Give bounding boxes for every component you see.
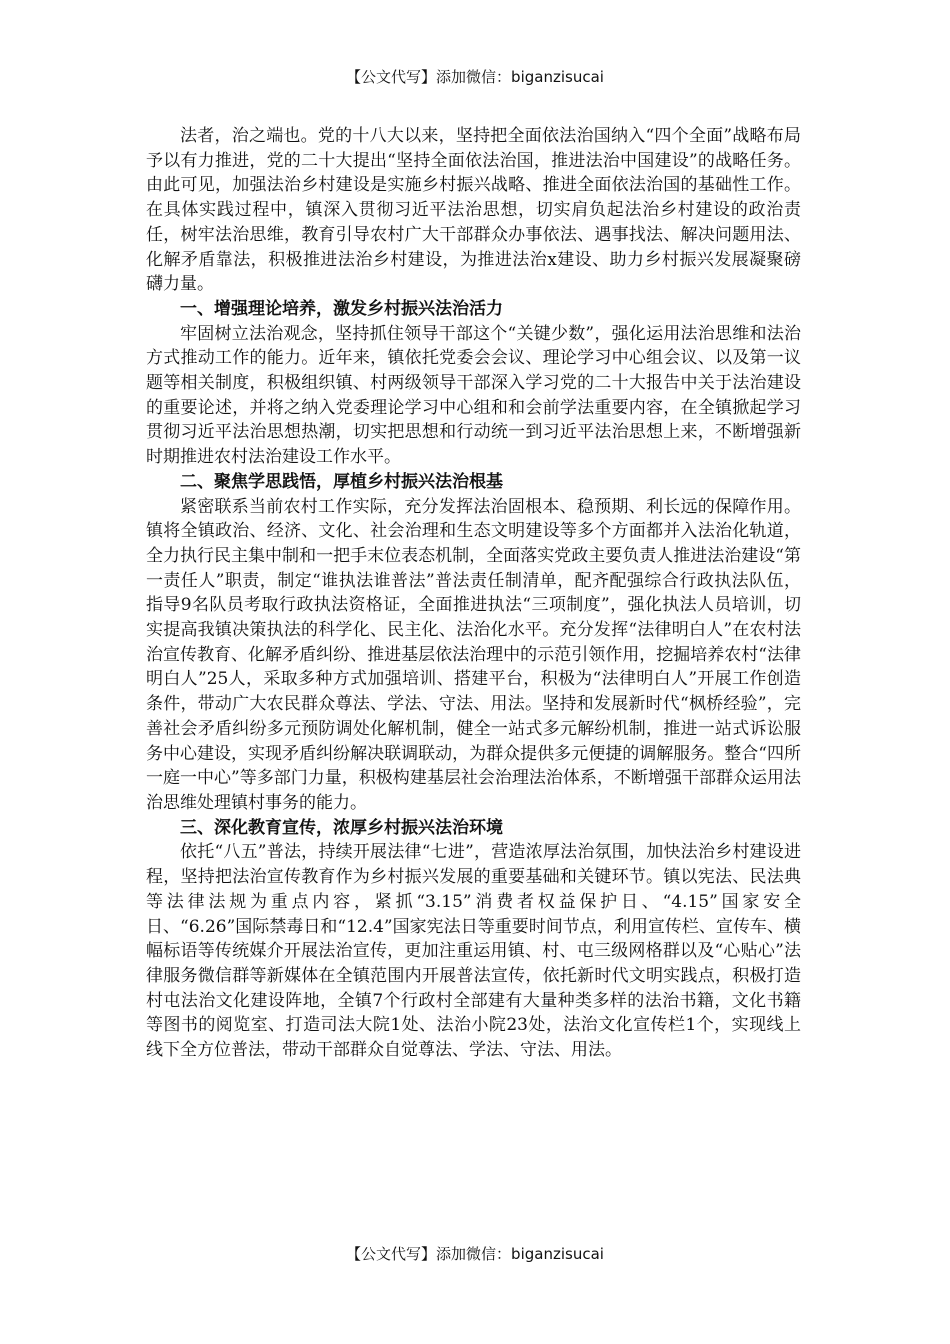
section-heading-1: 一、增强理论培养，激发乡村振兴法治活力 (180, 298, 503, 319)
document-body (146, 124, 801, 1063)
section-paragraph-1: 牢固树立法治观念，坚持抓住领导干部这个“关键少数”，强化运用法治思维和法治方式推动工作的能力。近年来，镇依托党委会会议、理论学习中心组会议、以及第一议题等相关制度，积极组织镇、村两级领导干部深入学习党的二十大报告中关于法治建设的重要论述，并将之纳入党委理论学习中心组和和会前学法重要内容，在全镇掀起学习贯彻习近平法治思想热潮，切实把思想和行动统一到习近平法治思想上来，不断增强新时期推进农村法治建设工作水平。 (146, 323, 801, 468)
section-paragraph-2: 紧密联系当前农村工作实际，充分发挥法治固根本、稳预期、利长远的保障作用。镇将全镇政治、经济、文化、社会治理和生态文明建设等多个方面都并入法治化轨道，全力执行民主集中制和一把手末位表态机制，全面落实党政主要负责人推进法治建设“第一责任人”职责，制定“谁执法谁普法”普法责任制清单，配齐配强综合行政执法队伍，指导9名队员考取行政执法资格证，全面推进执法“三项制度”，强化执法人员培训，切实提高我镇决策执法的科学化、民主化、法治化水平。充分发挥“法律明白人”在农村法治宣传教育、化解矛盾纠纷、推进基层依法治理中的示范引领作用，挖掘培养农村“法律明白人”25人，采取多种方式加强培训、搭建平台，积极为“法律明白人”开展工作创造条件，带动广大农民群众尊法、学法、守法、用法。坚持和发展新时代“枫桥经验”，完善社会矛盾纠纷多元预防调处化解机制，健全一站式多元解纷机制，推进一站式诉讼服务中心建设，实现矛盾纠纷解决联调联动，为群众提供多元便捷的调解服务。整合“四所一庭一中心”等多部门力量，积极构建基层社会治理法治体系，不断增强干部群众运用法治思维处理镇村事务的能力。 (146, 496, 801, 813)
page-footer: 【公文代写】添加微信：biganzisucai (346, 1245, 604, 1263)
page-header: 【公文代写】添加微信：biganzisucai (346, 68, 604, 86)
section-paragraph-3: 依托“八五”普法，持续开展法律“七进”，营造浓厚法治氛围，加快法治乡村建设进程，坚持把法治宣传教育作为乡村振兴发展的重要基础和关键环节。镇以宪法、民法典等法律法规为重点内容，紧抓“3.15”消费者权益保护日、“4.15”国家安全日、“6.26”国际禁毒日和“12.4”国家宪法日等重要时间节点，利用宣传栏、宣传车、横幅标语等传统媒介开展法治宣传，更加注重运用镇、村、屯三级网格群以及“心贴心”法律服务微信群等新媒体在全镇范围内开展普法宣传，依托新时代文明实践点，积极打造村屯法治文化建设阵地，全镇7个行政村全部建有大量种类多样的法治书籍，文化书籍等图书的阅览室、打造司法大院1处、法治小院23处，法治文化宣传栏1个，实现线上线下全方位普法，带动干部群众自觉尊法、学法、守法、用法。 (146, 842, 801, 1061)
section-heading-3: 三、深化教育宣传，浓厚乡村振兴法治环境 (180, 817, 503, 838)
intro-paragraph: 法者，治之端也。党的十八大以来，坚持把全面依法治国纳入“四个全面”战略布局予以有力推进，党的二十大提出“坚持全面依法治国，推进法治中国建设”的战略任务。由此可见，加强法治乡村建设是实施乡村振兴战略、推进全面依法治国的基础性工作。在具体实践过程中，镇深入贯彻习近平法治思想，切实肩负起法治乡村建设的政治责任，树牢法治思维，教育引导农村广大干部群众办事依法、遇事找法、解决问题用法、化解矛盾靠法，积极推进法治乡村建设，为推进法治x建设、助力乡村振兴发展凝聚磅礴力量。 (146, 126, 801, 295)
section-heading-2: 二、聚焦学思践悟，厚植乡村振兴法治根基 (180, 471, 503, 492)
